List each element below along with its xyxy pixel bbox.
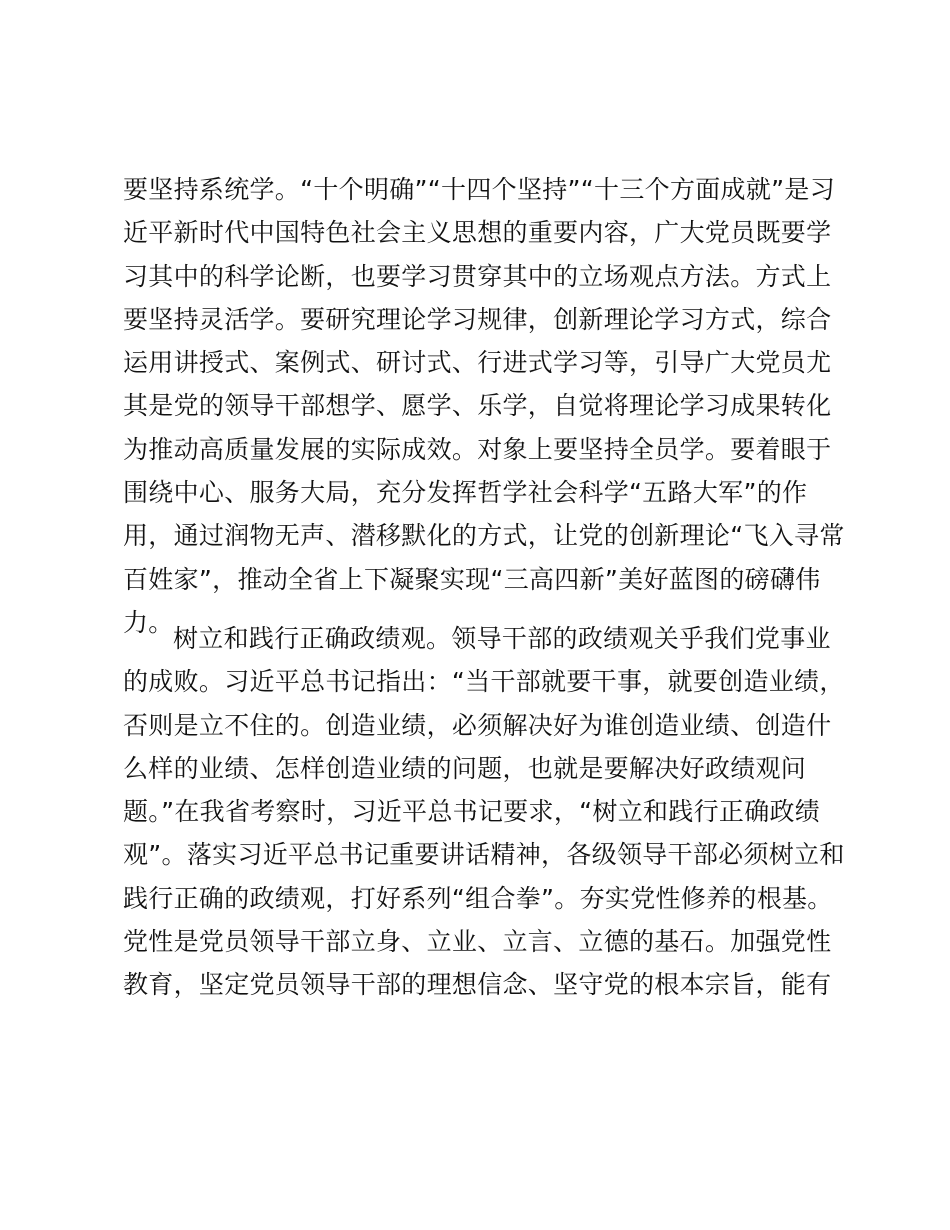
paragraph-1	[123, 168, 843, 644]
text-line: 党性是党员领导干部立身、立业、立言、立德的基石。加强党性	[123, 927, 832, 957]
text-line: 其是党的领导干部想学、愿学、乐学，自觉将理论学习成果转化	[123, 391, 832, 421]
text-line: 观”。落实习近平总书记重要讲话精神，各级领导干部必须树立和	[123, 840, 845, 870]
text-line: 教育，坚定党员领导干部的理想信念、坚守党的根本宗旨，能有	[123, 970, 832, 1000]
text-line-first-indented: 树立和践行正确政绩观。领导干部的政绩观关乎我们党事业	[173, 624, 831, 653]
text-line: 践行正确的政绩观，打好系列“组合拳”。夯实党性修养的根基。	[123, 883, 833, 913]
text-line: 围绕中心、服务大局，充分发挥哲学社会科学“五路大军”的作	[123, 478, 808, 508]
text-line: 要坚持灵活学。要研究理论学习规律，创新理论学习方式，综合	[123, 304, 832, 334]
text-line: 力。	[123, 607, 174, 637]
text-line: 习其中的科学论断，也要学习贯穿其中的立场观点方法。方式上	[123, 261, 832, 291]
paragraph-2	[123, 617, 843, 1007]
text-line: 百姓家”，推动全省上下凝聚实现“三高四新”美好蓝图的磅礴伟	[123, 564, 821, 594]
text-line: 么样的业绩、怎样创造业绩的问题，也就是要解决好政绩观问	[123, 753, 807, 783]
text-line: 的成败。习近平总书记指出：“当干部就要干事，就要创造业绩，	[123, 667, 845, 697]
text-line: 要坚持系统学。“十个明确”“十四个坚持”“十三个方面成就”是习	[123, 175, 836, 204]
text-line: 为推动高质量发展的实际成效。对象上要坚持全员学。要着眼于	[123, 434, 832, 464]
text-line: 题。”在我省考察时，习近平总书记要求，“树立和践行正确政绩	[123, 797, 821, 827]
text-line: 运用讲授式、案例式、研讨式、行进式学习等，引导广大党员尤	[123, 348, 832, 378]
text-line: 近平新时代中国特色社会主义思想的重要内容，广大党员既要学	[123, 218, 832, 248]
text-line: 用，通过润物无声、潜移默化的方式，让党的创新理论“飞入寻常	[123, 521, 845, 551]
text-line: 否则是立不住的。创造业绩，必须解决好为谁创造业绩、创造什	[123, 710, 832, 740]
